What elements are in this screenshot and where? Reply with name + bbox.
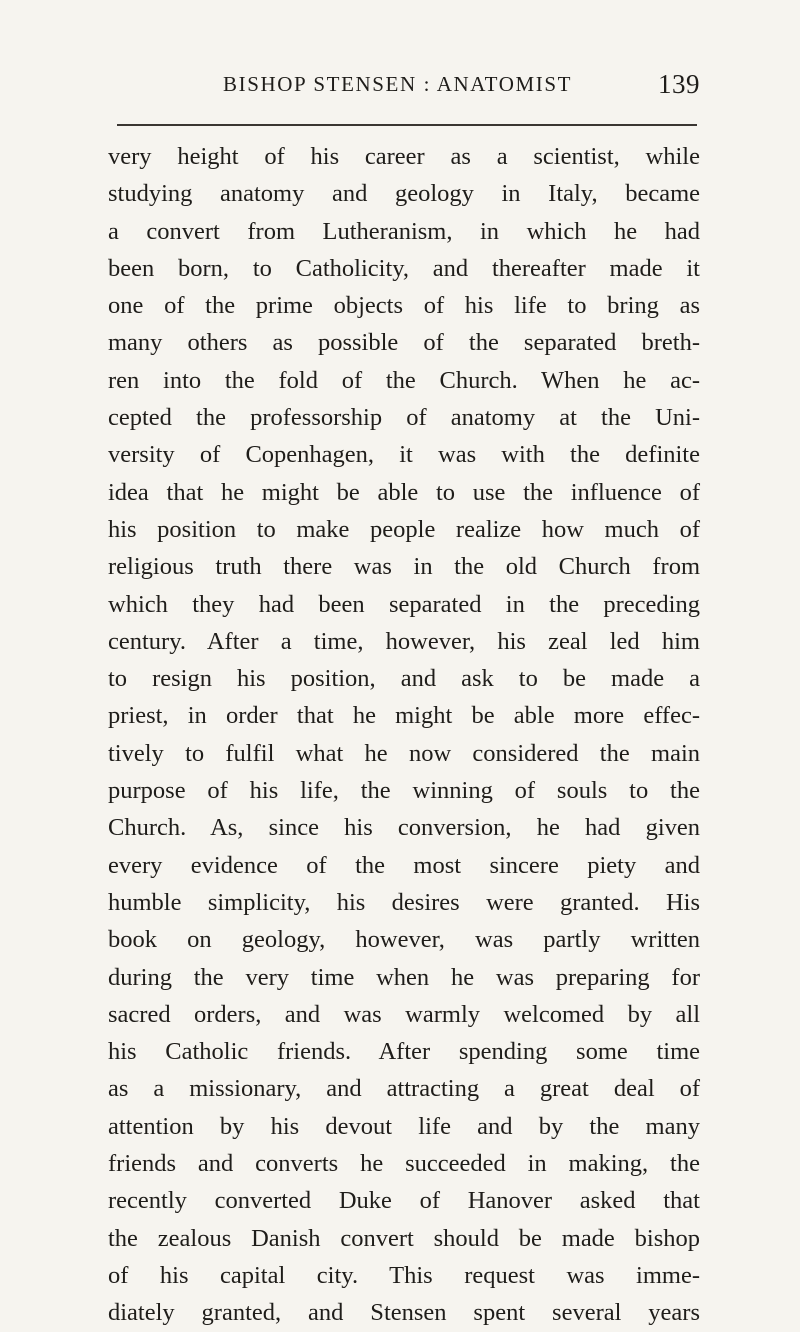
text-line: religious truth there was in the old Church from bbox=[108, 553, 700, 581]
text-line: humble simplicity, his desires were granted. His bbox=[108, 888, 700, 916]
text-line: of his capital city. This request was imme- bbox=[108, 1261, 700, 1289]
running-head bbox=[110, 69, 700, 112]
text-line: cepted the professorship of anatomy at the Uni- bbox=[108, 404, 700, 432]
text-line: diately granted, and Stensen spent several years bbox=[108, 1299, 700, 1327]
text-line: purpose of his life, the winning of souls to the bbox=[108, 777, 700, 805]
text-line: one of the prime objects of his life to bring as bbox=[108, 292, 700, 320]
text-line: a convert from Lutheranism, in which he had bbox=[108, 217, 700, 245]
text-line: many others as possible of the separated breth- bbox=[108, 329, 700, 357]
text-line: century. After a time, however, his zeal led him bbox=[108, 627, 700, 655]
text-line: as a missionary, and attracting a great deal of bbox=[108, 1075, 700, 1103]
text-line: which they had been separated in the preceding bbox=[108, 590, 700, 618]
text-line: been born, to Catholicity, and thereafter made it bbox=[108, 254, 700, 282]
running-title: BISHOP STENSEN : ANATOMIST bbox=[223, 72, 573, 96]
text-line: recently converted Duke of Hanover asked that bbox=[108, 1187, 700, 1215]
page-number: 139 bbox=[658, 69, 700, 99]
text-line: ren into the fold of the Church. When he ac- bbox=[108, 366, 700, 394]
text-line: book on geology, however, was partly written bbox=[108, 926, 700, 954]
header-rule bbox=[117, 124, 697, 126]
text-line: tively to fulfil what he now considered the main bbox=[108, 739, 700, 767]
text-line: versity of Copenhagen, it was with the definite bbox=[108, 441, 700, 469]
text-line: every evidence of the most sincere piety and bbox=[108, 851, 700, 879]
text-line: the zealous Danish convert should be made bishop bbox=[108, 1224, 700, 1252]
text-line: attention by his devout life and by the many bbox=[108, 1112, 700, 1140]
text-line: Church. As, since his conversion, he had given bbox=[108, 814, 700, 842]
text-line: his position to make people realize how much of bbox=[108, 515, 700, 543]
text-line: his Catholic friends. After spending some time bbox=[108, 1038, 700, 1066]
text-line: very height of his career as a scientist, while bbox=[108, 143, 700, 170]
text-line: priest, in order that he might be able more effec- bbox=[108, 702, 700, 730]
text-line: to resign his position, and ask to be made a bbox=[108, 665, 700, 693]
text-line: friends and converts he succeeded in making, the bbox=[108, 1150, 700, 1178]
text-line: sacred orders, and was warmly welcomed by all bbox=[108, 1000, 700, 1028]
text-line: idea that he might be able to use the influence of bbox=[108, 478, 700, 506]
body-paragraph bbox=[108, 138, 700, 1332]
text-line: during the very time when he was preparing for bbox=[108, 963, 700, 991]
text-line: studying anatomy and geology in Italy, became bbox=[108, 180, 700, 208]
